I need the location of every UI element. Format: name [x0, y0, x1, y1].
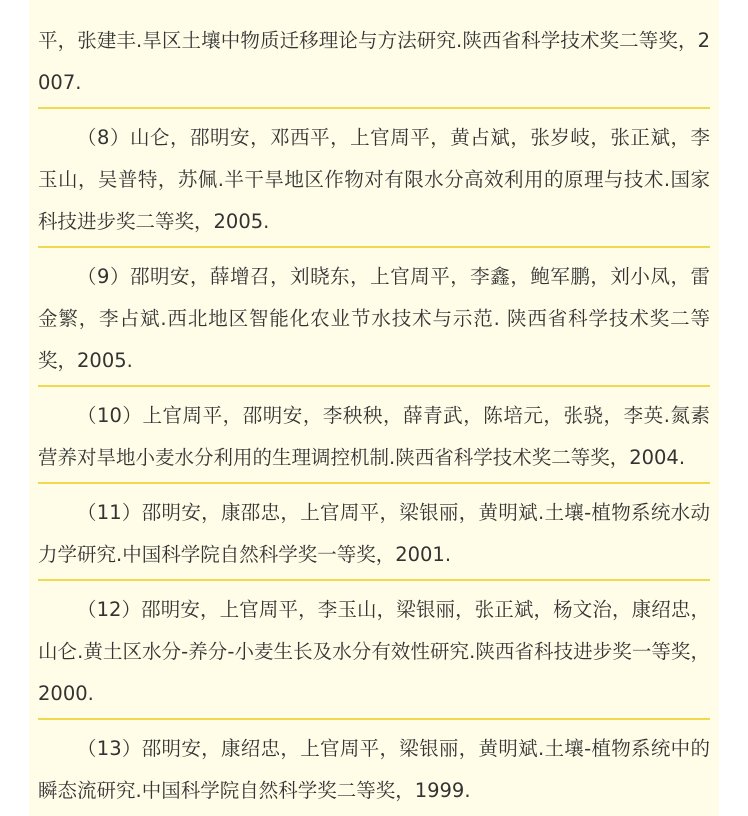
reference-text: （9）邵明安，薛增召，刘晓东，上官周平，李鑫，鲍军鹏，刘小凤，雷金繁，李占斌.西北地区智能化农业节水技术与示范. 陕西省科学技术奖二等奖，2005.	[38, 265, 710, 372]
reference-entry-7-continued	[38, 0, 710, 109]
reference-text: （13）邵明安，康绍忠，上官周平，梁银丽，黄明斌.土壤-植物系统中的瞬态流研究.中国科学院自然科学奖二等奖，1999.	[38, 737, 710, 802]
reference-entry-9	[38, 248, 710, 387]
reference-text: （11）邵明安，康邵忠，上官周平，梁银丽，黄明斌.土壤-植物系统水动力学研究.中国科学院自然科学奖一等奖，2001.	[38, 501, 710, 566]
document-page	[29, 0, 719, 816]
reference-entry-8	[38, 109, 710, 248]
reference-text: 平，张建丰.旱区土壤中物质迁移理论与方法研究.陕西省科学技术奖二等奖，2007.	[38, 29, 710, 94]
reference-text: （8）山仑，邵明安，邓西平，上官周平，黄占斌，张岁岐，张正斌，李玉山，吴普特，苏佩.半干旱地区作物对有限水分高效利用的原理与技术.国家科技进步奖二等奖，2005.	[38, 126, 710, 233]
reference-text: （12）邵明安，上官周平，李玉山，梁银丽，张正斌，杨文治，康绍忠，山仑.黄土区水分-养分-小麦生长及水分有效性研究.陕西省科技进步奖一等奖，2000.	[38, 598, 710, 705]
reference-entry-12	[38, 581, 710, 720]
reference-entry-10	[38, 387, 710, 484]
reference-entry-11	[38, 484, 710, 581]
reference-text: （10）上官周平，邵明安，李秧秧，薛青武，陈培元，张骁，李英.氮素营养对旱地小麦水分利用的生理调控机制.陕西省科学技术奖二等奖，2004.	[38, 404, 710, 469]
reference-entry-13	[38, 720, 710, 815]
